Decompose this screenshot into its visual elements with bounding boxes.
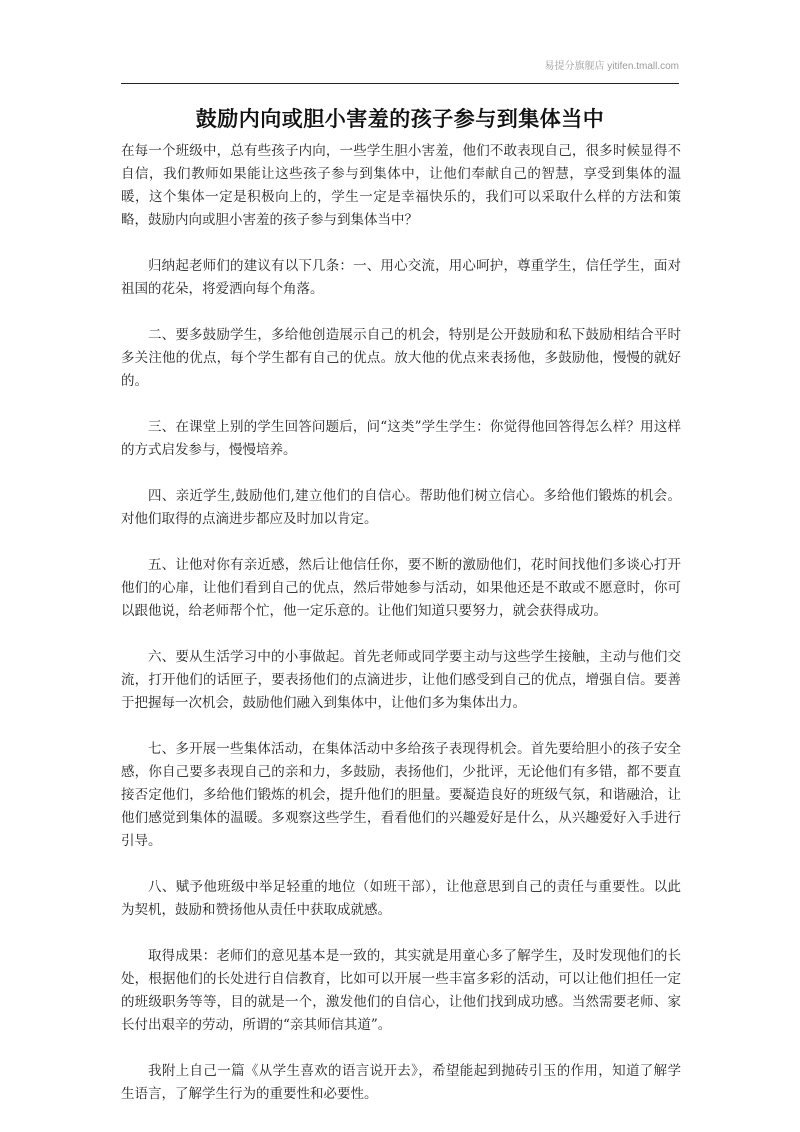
paragraph-suggestion-5: 五、让他对你有亲近感，然后让他信任你，要不断的激励他们，花时间找他们多谈心打开他们的心扉，让他们看到自己的优点，然后带她参与活动，如果他还是不敢或不愿意时，你可以跟他说，给老师帮个忙，他一定乐意的。让他们知道只要努力，就会获得成功。 — [121, 557, 681, 619]
document-body — [121, 140, 681, 1129]
paragraph-suggestion-2: 二、要多鼓励学生，多给他创造展示自己的机会，特别是公开鼓励和私下鼓励相结合平时多关注他的优点，每个学生都有自己的优点。放大他的优点来表扬他，多鼓励他，慢慢的就好的。 — [121, 327, 681, 389]
paragraph-suggestion-1: 归纳起老师们的建议有以下几条：一、用心交流，用心呵护，尊重学生，信任学生，面对祖国的花朵，将爱洒向每个角落。 — [121, 258, 681, 297]
paragraph-suggestion-8: 八、赋予他班级中举足轻重的地位（如班干部），让他意思到自己的责任与重要性。以此为契机，鼓励和赞扬他从责任中获取成就感。 — [121, 879, 681, 918]
paragraph-closing: 我附上自己一篇《从学生喜欢的语言说开去》，希望能起到抛砖引玉的作用，知道了解学生语言，了解学生行为的重要性和必要性。 — [121, 1063, 681, 1102]
header-watermark: 易提分旗舰店 yitifen.tmall.com — [544, 61, 679, 72]
paragraph-suggestion-6: 六、要从生活学习中的小事做起。首先老师或同学要主动与这些学生接触，主动与他们交流，打开他们的话匣子，要表扬他们的点滴进步，让他们感受到自己的优点，增强自信。要善于把握每一次机会，鼓励他们融入到集体中，让他们多为集体出力。 — [121, 649, 681, 711]
paragraph-suggestion-7: 七、多开展一些集体活动，在集体活动中多给孩子表现得机会。首先要给胆小的孩子安全感，你自己要多表现自己的亲和力，多鼓励，表扬他们，少批评，无论他们有多错，都不要直接否定他们，多给他们锻炼的机会，提升他们的胆量。要凝造良好的班级气氛，和谐融洽，让他们感觉到集体的温暖。多观察这些学生，看看他们的兴趣爱好是什么，从兴趣爱好入手进行引导。 — [121, 741, 681, 849]
paragraph-suggestion-4: 四、亲近学生,鼓励他们,建立他们的自信心。帮助他们树立信心。多给他们锻炼的机会。对他们取得的点滴进步都应及时加以肯定。 — [121, 488, 681, 527]
document-title: 鼓励内向或胆小害羞的孩子参与到集体当中 — [195, 107, 605, 131]
paragraph-intro: 在每一个班级中，总有些孩子内向，一些学生胆小害羞，他们不敢表现自己，很多时候显得不自信，我们教师如果能让这些孩子参与到集体中，让他们奉献自己的智慧，享受到集体的温暖，这个集体一定是积极向上的，学生一定是幸福快乐的，我们可以采取什么样的方法和策略，鼓励内向或胆小害羞的孩子参与到集体当中？ — [121, 143, 681, 228]
paragraph-results: 取得成果：老师们的意见基本是一致的，其实就是用童心多了解学生，及时发现他们的长处，根据他们的长处进行自信教育，比如可以开展一些丰富多彩的活动，可以让他们担任一定的班级职务等等，目的就是一个，激发他们的自信心，让他们找到成功感。当然需要老师、家长付出艰辛的劳动，所谓的“亲其师信其道”。 — [121, 948, 681, 1033]
paragraph-suggestion-3: 三、在课堂上别的学生回答问题后，问“这类”学生学生：你觉得他回答得怎么样？用这样的方式启发参与，慢慢培养。 — [121, 419, 681, 458]
header-divider — [121, 83, 679, 84]
